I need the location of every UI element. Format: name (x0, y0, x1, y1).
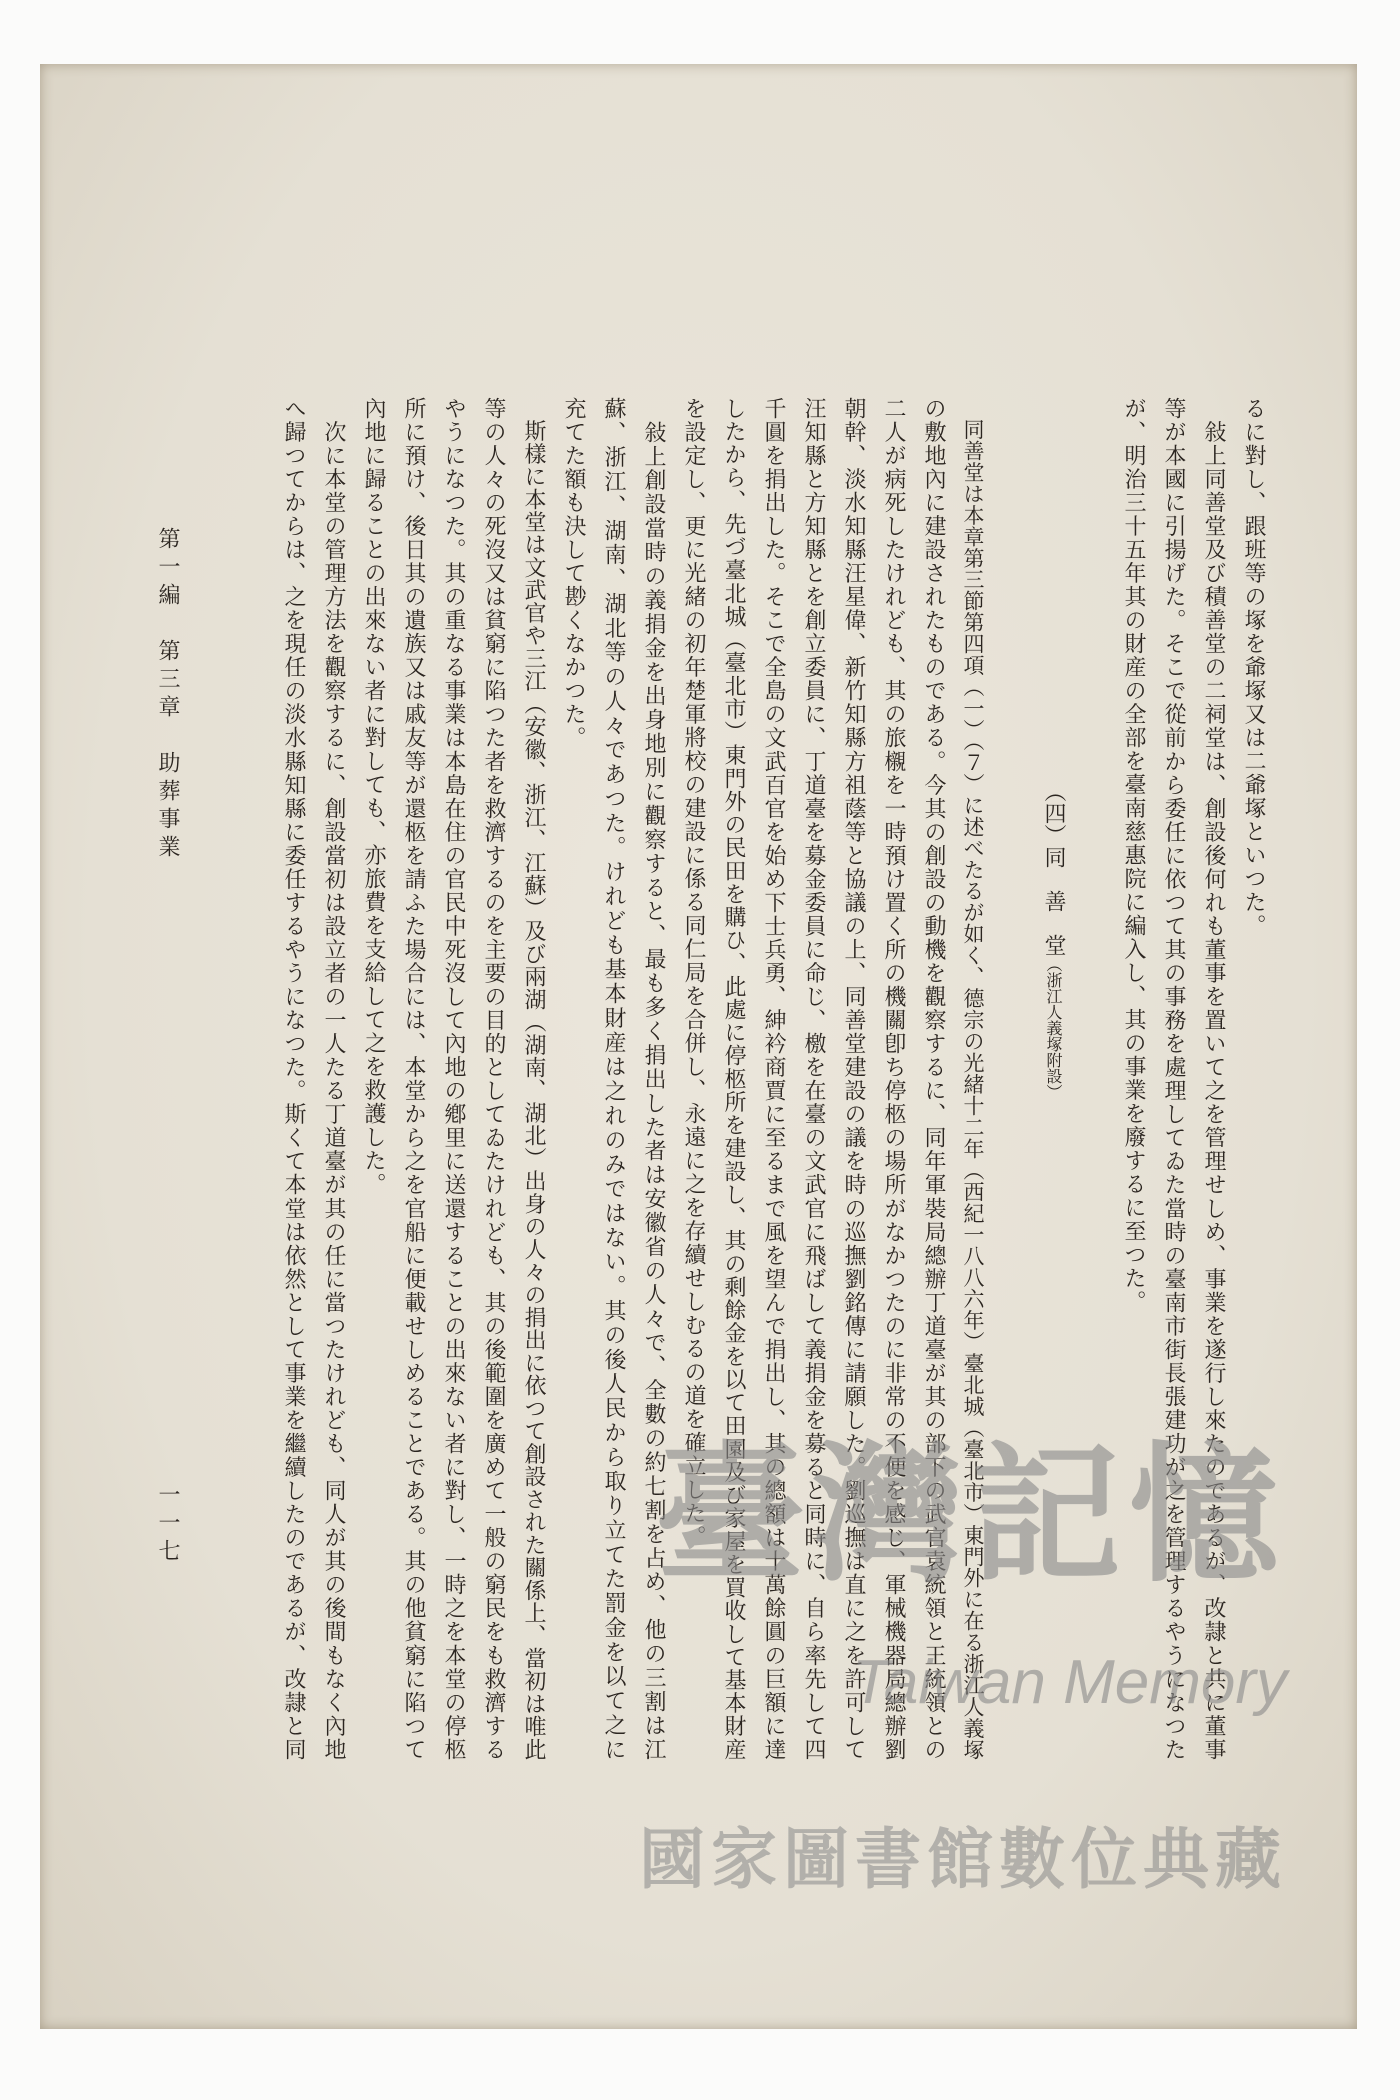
text-column: へ歸つてからは、之を現任の淡水縣知縣に委任するやうになつた。斯くて本堂は依然として事業を繼續したのであるが、改隷と同 (281, 397, 306, 1760)
section-number: （四） (1041, 780, 1066, 846)
text-column: 朝幹、淡水知縣汪星偉、新竹知縣方祖蔭等と協議の上、同善堂建設の議を時の巡撫劉銘傳に請願した。劉巡撫は直に之を許可して (841, 397, 866, 1760)
text-column: 等が本國に引揚げた。そこで從前から委任に依つて其の事務を處理してゐた當時の臺南市街長張建功が之を管理するやうになつた (1161, 397, 1186, 1760)
section-note: （浙江人義塚附設） (1044, 956, 1063, 1100)
chapter-title: 第一編 第三章 助葬事業 (155, 527, 180, 863)
text-column: が、明治三十五年其の財産の全部を臺南慈惠院に編入し、其の事業を廢するに至つた。 (1121, 397, 1146, 1314)
watermark-institution: 國家圖書館數位典藏 (639, 1821, 1287, 1898)
text-column: るに對し、跟班等の塚を爺塚又は二爺塚といつた。 (1241, 397, 1266, 938)
text-column: 敍上創設當時の義捐金を出身地別に觀察すると、最も多く捐出した者は安徽省の人々で、全數の約七割を占め、他の三割は江 (641, 397, 666, 1760)
text-column: 蘇、浙江、湖南、湖北等の人々であつた。けれども基本財産は之れのみではない。其の後人民から取り立てた罰金を以て之に (601, 397, 626, 1760)
text-column: の敷地內に建設されたものである。今其の創設の動機を觀察するに、同年軍裝局總辦丁道臺が其の部下の武官袁統領と王統領との (921, 397, 946, 1760)
watermark-calligraphy: 臺灣記憶 (654, 1427, 1287, 1603)
text-column: 等の人々の死沒又は貧窮に陷つた者を救濟するのを主要の目的としてゐたけれども、其の後範圍を廣めて一般の窮民をも救濟する (481, 397, 506, 1760)
text-column: を設定し、更に光緒の初年楚軍將校の建設に係る同仁局を合併し、永遠に之を存續せしむるの道を確立した。 (681, 397, 706, 1549)
text-column: 二人が病死したけれども、其の旅櫬を一時預け置く所の機關卽ち停柩の場所がなかつたのに非常の不便を感じ、軍械機器局總辦劉 (881, 397, 906, 1760)
text-column: 斯樣に本堂は文武官や三江（安徽、浙江、江蘇）及び兩湖（湖南、湖北）出身の人々の捐出に依つて創設された關係上、當初は唯此 (521, 397, 546, 1760)
text-column: 同善堂は本章第三節第四項（一）（７）に述べたるが如く、德宗の光緒十二年（西紀一八八六年）臺北城（臺北市）東門外に在る浙江人義塚 (961, 397, 985, 1760)
body-text (273, 397, 1273, 1760)
text-column: 充てた額も決して尠くなかつた。 (561, 397, 586, 750)
text-column: 敍上同善堂及び積善堂の二祠堂は、創設後何れも董事を置いて之を管理せしめ、事業を遂行し來たのであるが、改隷と共に董事 (1201, 397, 1226, 1760)
text-column: したから、先づ臺北城（臺北市）東門外の民田を購ひ、此處に停柩所を建設し、其の剩餘金を以て田園及び家屋を買收して基本財産 (721, 397, 746, 1760)
text-column: 千圓を捐出した。そこで全島の文武百官を始め下士兵勇、紳衿商賈に至るまで風を望んで捐出し、其の總額は十萬餘圓の巨額に達 (761, 397, 786, 1760)
page-number: 一一七 (155, 1483, 180, 1567)
text-column: 次に本堂の管理方法を觀察するに、創設當初は設立者の一人たる丁道臺が其の任に當つたけれども、同人が其の後間もなく內地 (321, 397, 346, 1760)
watermark-english: Taiwan Memory (851, 1648, 1287, 1717)
blank-column (1073, 397, 1113, 1760)
section-heading (1033, 397, 1073, 1760)
text-column: 所に預け、後日其の遺族又は戚友等が還柩を請ふた場合には、本堂から之を官船に便載せしめることである。其の他貧窮に陷つて (401, 397, 426, 1760)
blank-column (993, 397, 1033, 1760)
text-column: 內地に歸ることの出來ない者に對しても、亦旅費を支給して之を救護した。 (361, 397, 386, 1196)
text-column: 汪知縣と方知縣とを創立委員に、丁道臺を募金委員に命じ、檄を在臺の文武官に飛ばして義捐金を募ると同時に、自ら率先して四 (801, 397, 826, 1760)
section-title: 同 善 堂 (1041, 846, 1066, 956)
text-column: やうになつた。其の重なる事業は本島在住の官民中死沒して內地の鄕里に送還することの出來ない者に對し、一時之を本堂の停柩 (441, 397, 466, 1760)
